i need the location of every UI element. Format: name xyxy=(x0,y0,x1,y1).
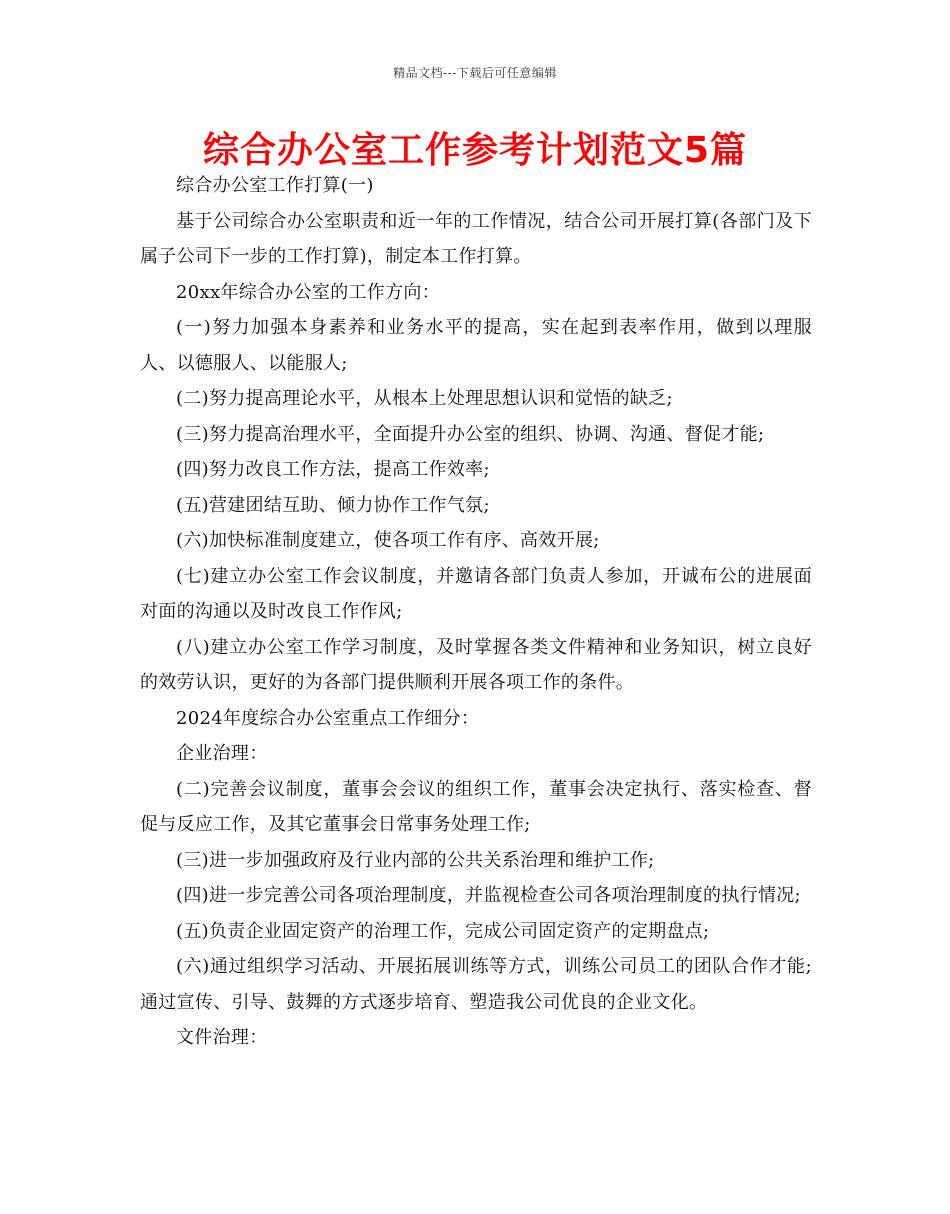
sub-heading: 企业治理： xyxy=(176,743,268,764)
sub-heading: 2024年度综合办公室重点工作细分： xyxy=(176,707,480,729)
list-item: (四)进一步完善公司各项治理制度，并监视检查公司各项治理制度的执行情况; xyxy=(176,885,801,906)
sub-heading: 20xx年综合办公室的工作方向： xyxy=(176,281,441,303)
list-item: (一)努力加强本身素养和业务水平的提高，实在起到表率作用，做到以理服人、以德服人、以能服人; xyxy=(140,317,812,374)
paragraph: 基于公司综合办公室职责和近一年的工作情况，结合公司开展打算(各部门及下属子公司下一步的工作打算)，制定本工作打算。 xyxy=(140,210,812,267)
list-item: (三)进一步加强政府及行业内部的公共关系治理和维护工作; xyxy=(176,849,655,871)
list-item: (三)努力提高治理水平，全面提升办公室的组织、协调、沟通、督促才能; xyxy=(176,423,765,445)
list-item: (六)通过组织学习活动、开展拓展训练等方式，训练公司员工的团队合作才能;通过宣传、引导、鼓舞的方式逐步培育、塑造我公司优良的企业文化。 xyxy=(140,956,812,1013)
list-item: (八)建立办公室工作学习制度，及时掌握各类文件精神和业务知识，树立良好的效劳认识，更好的为各部门提供顺利开展各项工作的条件。 xyxy=(140,636,812,693)
list-item: (四)努力改良工作方法，提高工作效率; xyxy=(176,459,490,480)
list-item: (六)加快标准制度建立，使各项工作有序、高效开展; xyxy=(176,530,600,551)
list-item: (二)完善会议制度，董事会会议的组织工作，董事会决定执行、落实检查、督促与反应工作，及其它董事会日常事务处理工作; xyxy=(140,778,812,835)
document-body xyxy=(140,168,812,1056)
list-item: (七)建立办公室工作会议制度，并邀请各部门负责人参加，开诚布公的进展面对面的沟通以及时改良工作作风; xyxy=(140,565,812,622)
header-note: 精品文档---下载后可任意编辑 xyxy=(393,66,557,80)
list-item: (五)营建团结互助、倾力协作工作气氛; xyxy=(176,494,490,516)
sub-heading: 文件治理： xyxy=(176,1027,268,1048)
list-item: (二)努力提高理论水平，从根本上处理思想认识和觉悟的缺乏; xyxy=(176,388,673,409)
section-heading: 综合办公室工作打算(一) xyxy=(176,175,374,196)
document-title: 综合办公室工作参考计划范文5篇 xyxy=(202,130,748,171)
list-item: (五)负责企业固定资产的治理工作，完成公司固定资产的定期盘点; xyxy=(176,920,710,942)
